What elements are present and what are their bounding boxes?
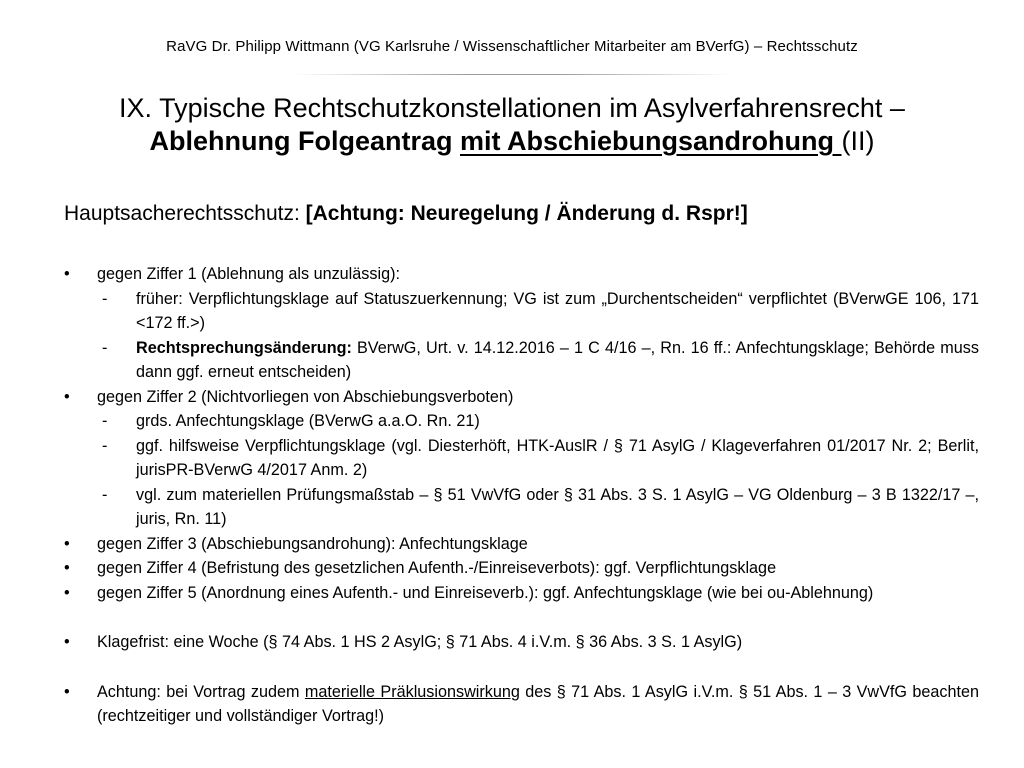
bullet-icon: • bbox=[64, 682, 70, 701]
item-ziffer-1-frueher: früher: Verpflichtungsklage auf Statuszuerkennung; VG ist zum „Durchentscheiden“ verpflichtet (BVerwGE 106, 171 <172 ff.>) bbox=[136, 289, 979, 332]
list-item bbox=[62, 556, 979, 581]
item-ziffer-2-pruefungsmassstab: vgl. zum materiellen Prüfungsmaßstab – § 51 VwVfG oder § 31 Abs. 3 S. 1 AsylG – VG Oldenburg – 3 B 1322/17 –, juris, Rn. 11) bbox=[136, 485, 979, 528]
list-item bbox=[62, 385, 979, 410]
spacer bbox=[62, 655, 979, 680]
dash-icon: - bbox=[102, 412, 108, 430]
title-line-2-suffix: (II) bbox=[841, 126, 875, 156]
item-ziffer-2-hilfsweise: ggf. hilfsweise Verpflichtungsklage (vgl. Diesterhöft, HTK-AuslR / § 71 AsylG / Klageverfahren 01/2017 Nr. 2; Berlit, jurisPR-BVerwG 4/2017 Anm. 2) bbox=[136, 436, 979, 479]
list-item bbox=[62, 532, 979, 557]
item-ziffer-2-anfechtung: grds. Anfechtungsklage (BVerwG a.a.O. Rn. 21) bbox=[136, 412, 480, 430]
list-item bbox=[62, 262, 979, 287]
rspr-text: BVerwG, Urt. v. 14.12.2016 – 1 C 4/16 –, Rn. 16 ff.: Anfechtungsklage; Behörde muss dann ggf. erneut entscheiden) bbox=[136, 338, 979, 381]
dash-icon: - bbox=[102, 436, 108, 455]
slide-content bbox=[62, 262, 979, 729]
item-ziffer-1-rspr bbox=[136, 336, 979, 385]
bullet-icon: • bbox=[64, 633, 70, 651]
item-achtung bbox=[97, 680, 979, 729]
item-ziffer-1: gegen Ziffer 1 (Ablehnung als unzulässig): bbox=[97, 265, 400, 283]
achtung-text-b: des § 71 Abs. 1 AsylG i.V.m. § 51 Abs. 1 – 3 VwVfG beachten (rechtzeitiger und vollständiger Vortrag!) bbox=[97, 682, 979, 725]
list-item bbox=[62, 581, 979, 606]
bullet-icon: • bbox=[64, 534, 70, 553]
title-line-2 bbox=[40, 125, 984, 158]
item-ziffer-4: gegen Ziffer 4 (Befristung des gesetzlichen Aufenth.-/Einreiseverbots): ggf. Verpflichtungsklage bbox=[97, 559, 777, 577]
item-ziffer-5: gegen Ziffer 5 (Anordnung eines Aufenth.- und Einreiseverb.): ggf. Anfechtungsklage (wie bei ou-Ablehnung) bbox=[97, 583, 874, 602]
achtung-underlined: materielle Präklusionswirkung bbox=[304, 682, 520, 701]
bullet-icon: • bbox=[64, 583, 70, 602]
header-divider bbox=[292, 74, 732, 75]
dash-icon: - bbox=[102, 338, 108, 357]
bullet-icon: • bbox=[64, 387, 70, 406]
section-heading bbox=[64, 202, 748, 226]
achtung-text-a: Achtung: bei Vortrag zudem bbox=[97, 682, 305, 701]
sub-list-item bbox=[62, 434, 979, 483]
slide-title bbox=[40, 92, 984, 158]
section-heading-emphasis: [Achtung: Neuregelung / Änderung d. Rspr!] bbox=[305, 202, 748, 225]
title-line-1: IX. Typische Rechtschutzkonstellationen im Asylverfahrensrecht – bbox=[119, 93, 905, 123]
dash-icon: - bbox=[102, 485, 108, 504]
item-ziffer-3: gegen Ziffer 3 (Abschiebungsandrohung): Anfechtungsklage bbox=[97, 534, 528, 553]
section-heading-label: Hauptsacherechtsschutz: bbox=[64, 202, 306, 225]
sub-list-item bbox=[62, 336, 979, 385]
rspr-label: Rechtsprechungsänderung: bbox=[136, 338, 352, 357]
slide-header: RaVG Dr. Philipp Wittmann (VG Karlsruhe / Wissenschaftlicher Mitarbeiter am BVerfG) – Rechtsschutz bbox=[166, 38, 858, 55]
sub-list-item bbox=[62, 409, 979, 434]
bullet-icon: • bbox=[64, 265, 70, 283]
sub-list-item bbox=[62, 287, 979, 336]
title-line-2-underlined: mit Abschiebungsandrohung bbox=[460, 126, 842, 156]
list-item bbox=[62, 680, 979, 729]
title-line-2-part-a: Ablehnung Folgeantrag bbox=[149, 126, 460, 156]
item-ziffer-2: gegen Ziffer 2 (Nichtvorliegen von Abschiebungsverboten) bbox=[97, 387, 514, 406]
bullet-icon: • bbox=[64, 559, 70, 577]
list-item bbox=[62, 630, 979, 655]
item-klagefrist: Klagefrist: eine Woche (§ 74 Abs. 1 HS 2 AsylG; § 71 Abs. 4 i.V.m. § 36 Abs. 3 S. 1 AsylG) bbox=[97, 633, 743, 651]
spacer bbox=[62, 605, 979, 630]
sub-list-item bbox=[62, 483, 979, 532]
dash-icon: - bbox=[102, 289, 108, 308]
